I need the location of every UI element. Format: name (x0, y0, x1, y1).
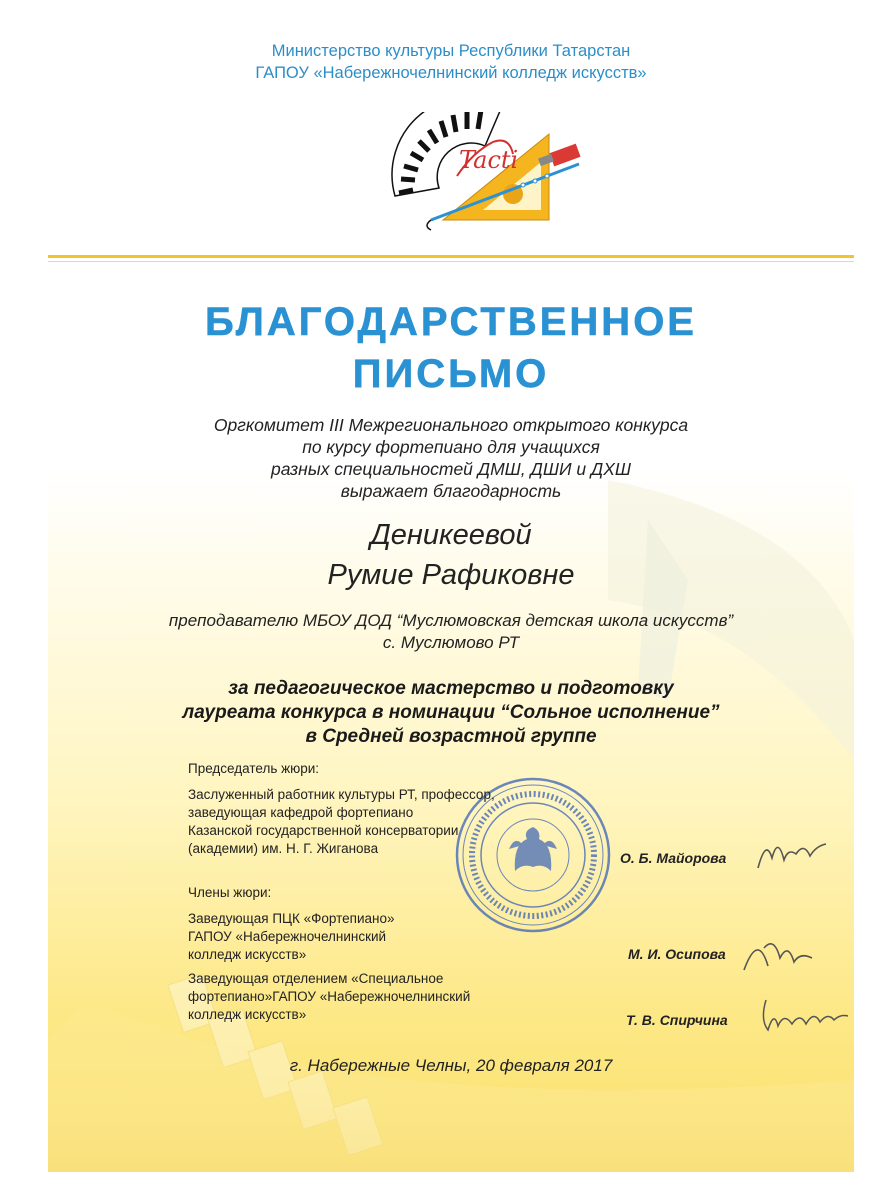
chair-title-line: (академии) им. Н. Г. Жиганова (188, 841, 379, 856)
ministry-name: Министерство культуры Республики Татарстан (271, 42, 631, 60)
award-reason (48, 677, 854, 749)
reason-line: в Средней возрастной группе (305, 726, 597, 747)
jury-chair-block (188, 760, 495, 858)
member1-title-line: ГАПОУ «Набережночелнинский (188, 929, 387, 944)
member1-signature (738, 922, 818, 982)
member2-title-line: Заведующая отделением «Специальное (188, 971, 444, 986)
jury-members-block (188, 884, 470, 1024)
intro-line: выражает благодарность (340, 481, 562, 501)
recipient-position (48, 610, 854, 654)
title-line-1: БЛАГОДАРСТВЕННОЕ (205, 300, 697, 344)
chair-signature (748, 828, 838, 878)
issuer-header (48, 40, 854, 84)
member2-title-line: фортепиано»ГАПОУ «Набережночелнинский (188, 989, 471, 1004)
certificate-sheet (48, 0, 854, 1172)
intro-line: по курсу фортепиано для учащихся (302, 437, 600, 457)
header-rule (48, 255, 854, 258)
recipient-surname: Деникеевой (370, 519, 532, 551)
document-title (48, 296, 854, 400)
intro-line: разных специальностей ДМШ, ДШИ и ДХШ (270, 459, 632, 479)
reason-line: лауреата конкурса в номинации “Сольное исполнение” (182, 702, 720, 723)
position-line: с. Муслюмово РТ (382, 633, 520, 652)
header-rule-thin (48, 261, 854, 262)
city-and-date: г. Набережные Челны, 20 февраля 2017 (289, 1056, 613, 1075)
member2-signature (756, 990, 852, 1040)
member2-name: Т. В. Спирчина (626, 1012, 728, 1028)
chair-title-line: Заслуженный работник культуры РТ, профессор, (188, 787, 495, 802)
intro-text (48, 414, 854, 502)
chair-heading: Председатель жюри: (188, 761, 320, 776)
member1-title-line: Заведующая ПЦК «Фортепиано» (188, 911, 395, 926)
members-heading: Члены жюри: (188, 885, 272, 900)
position-line: преподавателю МБОУ ДОД “Муслюмовская детская школа искусств” (168, 611, 734, 630)
member1-title-line: колледж искусств» (188, 947, 307, 962)
recipient-given-names: Румие Рафиковне (327, 559, 575, 591)
college-logo (373, 112, 583, 232)
chair-title-line: заведующая кафедрой фортепиано (188, 805, 414, 820)
chair-name: О. Б. Майорова (620, 850, 727, 866)
member2-title-line: колледж искусств» (188, 1007, 307, 1022)
title-line-2: ПИСЬМО (352, 352, 550, 396)
college-name: ГАПОУ «Набережночелнинский колледж искусств» (255, 64, 647, 82)
logo-script-text: Tacti (459, 146, 519, 174)
chair-title-line: Казанской государственной консерватории (188, 823, 459, 838)
recipient-name (48, 515, 854, 595)
member1-name: М. И. Осипова (628, 946, 726, 962)
reason-line: за педагогическое мастерство и подготовку (228, 678, 674, 699)
intro-line: Оргкомитет III Межрегионального открытого конкурса (213, 415, 689, 435)
